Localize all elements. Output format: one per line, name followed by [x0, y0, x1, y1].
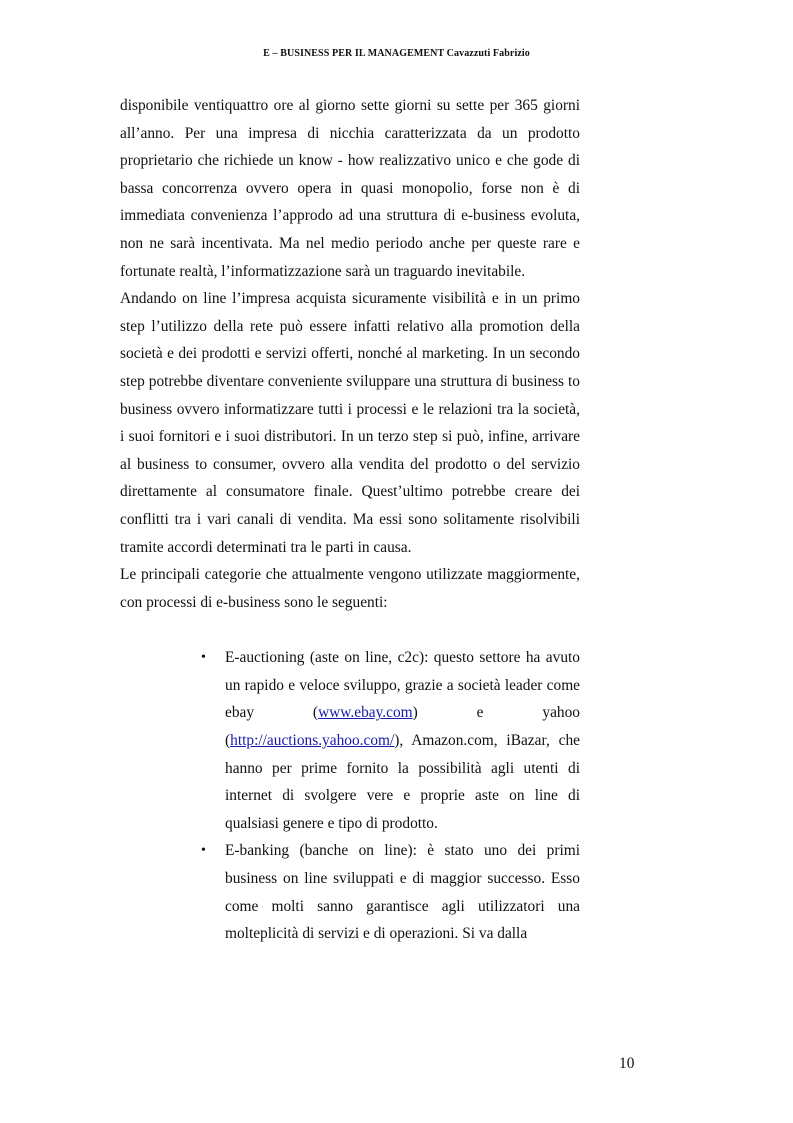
list-item-e-auctioning: [201, 644, 580, 837]
list-item-text: E-banking (banche on line): è stato uno dei primi business on line sviluppati e di maggior successo. Esso come molti sanno garantisce agli utilizzatori una molteplicità di servizi e di operazioni. Si va dalla: [225, 842, 580, 943]
paragraph: Andando on line l’impresa acquista sicuramente visibilità e in un primo step l’utilizzo della rete può essere infatti relativo alla promotion della società e dei prodotti e servizi offerti, nonché al marketing. In un secondo step potrebbe diventare conveniente sviluppare una struttura di business to business ovvero informatizzare tutti i processi e le relazioni tra la società, i suoi fornitori e i suoi distributori. In un terzo step si può, infine, arrivare al business to consumer, ovvero alla vendita del prodotto o del servizio direttamente al consumatore finale. Quest’ultimo potrebbe creare dei conflitti tra i vari canali di vendita. Ma essi sono solitamente risolvibili tramite accordi determinati tra le parti in causa.: [120, 290, 580, 556]
page-body: [120, 92, 580, 948]
bullet-icon: •: [201, 843, 206, 859]
ebay-link[interactable]: www.ebay.com: [318, 704, 413, 722]
page-number: 10: [619, 1055, 635, 1072]
running-header: E – BUSINESS PER IL MANAGEMENT Cavazzuti Fabrizio: [263, 48, 530, 59]
list-item-text: E-auctioning (aste on line, c2c): questo settore ha avuto un rapido e veloce sviluppo, grazie a società leader come ebay (: [225, 649, 580, 722]
yahoo-auctions-link[interactable]: http://auctions.yahoo.com/: [230, 732, 395, 750]
category-list: [120, 644, 580, 948]
paragraph: Le principali categorie che attualmente vengono utilizzate maggiormente, con processi di e-business sono le seguenti:: [120, 566, 580, 611]
list-item-text: ) e yahoo (: [225, 704, 580, 750]
list-item-e-banking: [201, 837, 580, 947]
paragraph: disponibile ventiquattro ore al giorno sette giorni su sette per 365 giorni all’anno. Per una impresa di nicchia caratterizzata da un prodotto proprietario che richiede un know - how realizzativo unico e che gode di bassa concorrenza ovvero opera in quasi monopolio, forse non è di immediata convenienza l’approdo ad una struttura di e-business evoluta, non ne sarà incentivata. Ma nel medio periodo anche per queste rare e fortunate realtà, l’informatizzazione sarà un traguardo inevitabile.: [120, 97, 580, 280]
list-item-text: ), Amazon.com, iBazar, che hanno per prime fornito la possibilità agli utenti di internet di svolgere vere e proprie aste on line di qualsiasi genere e tipo di prodotto.: [225, 732, 580, 832]
bullet-icon: •: [201, 650, 206, 666]
